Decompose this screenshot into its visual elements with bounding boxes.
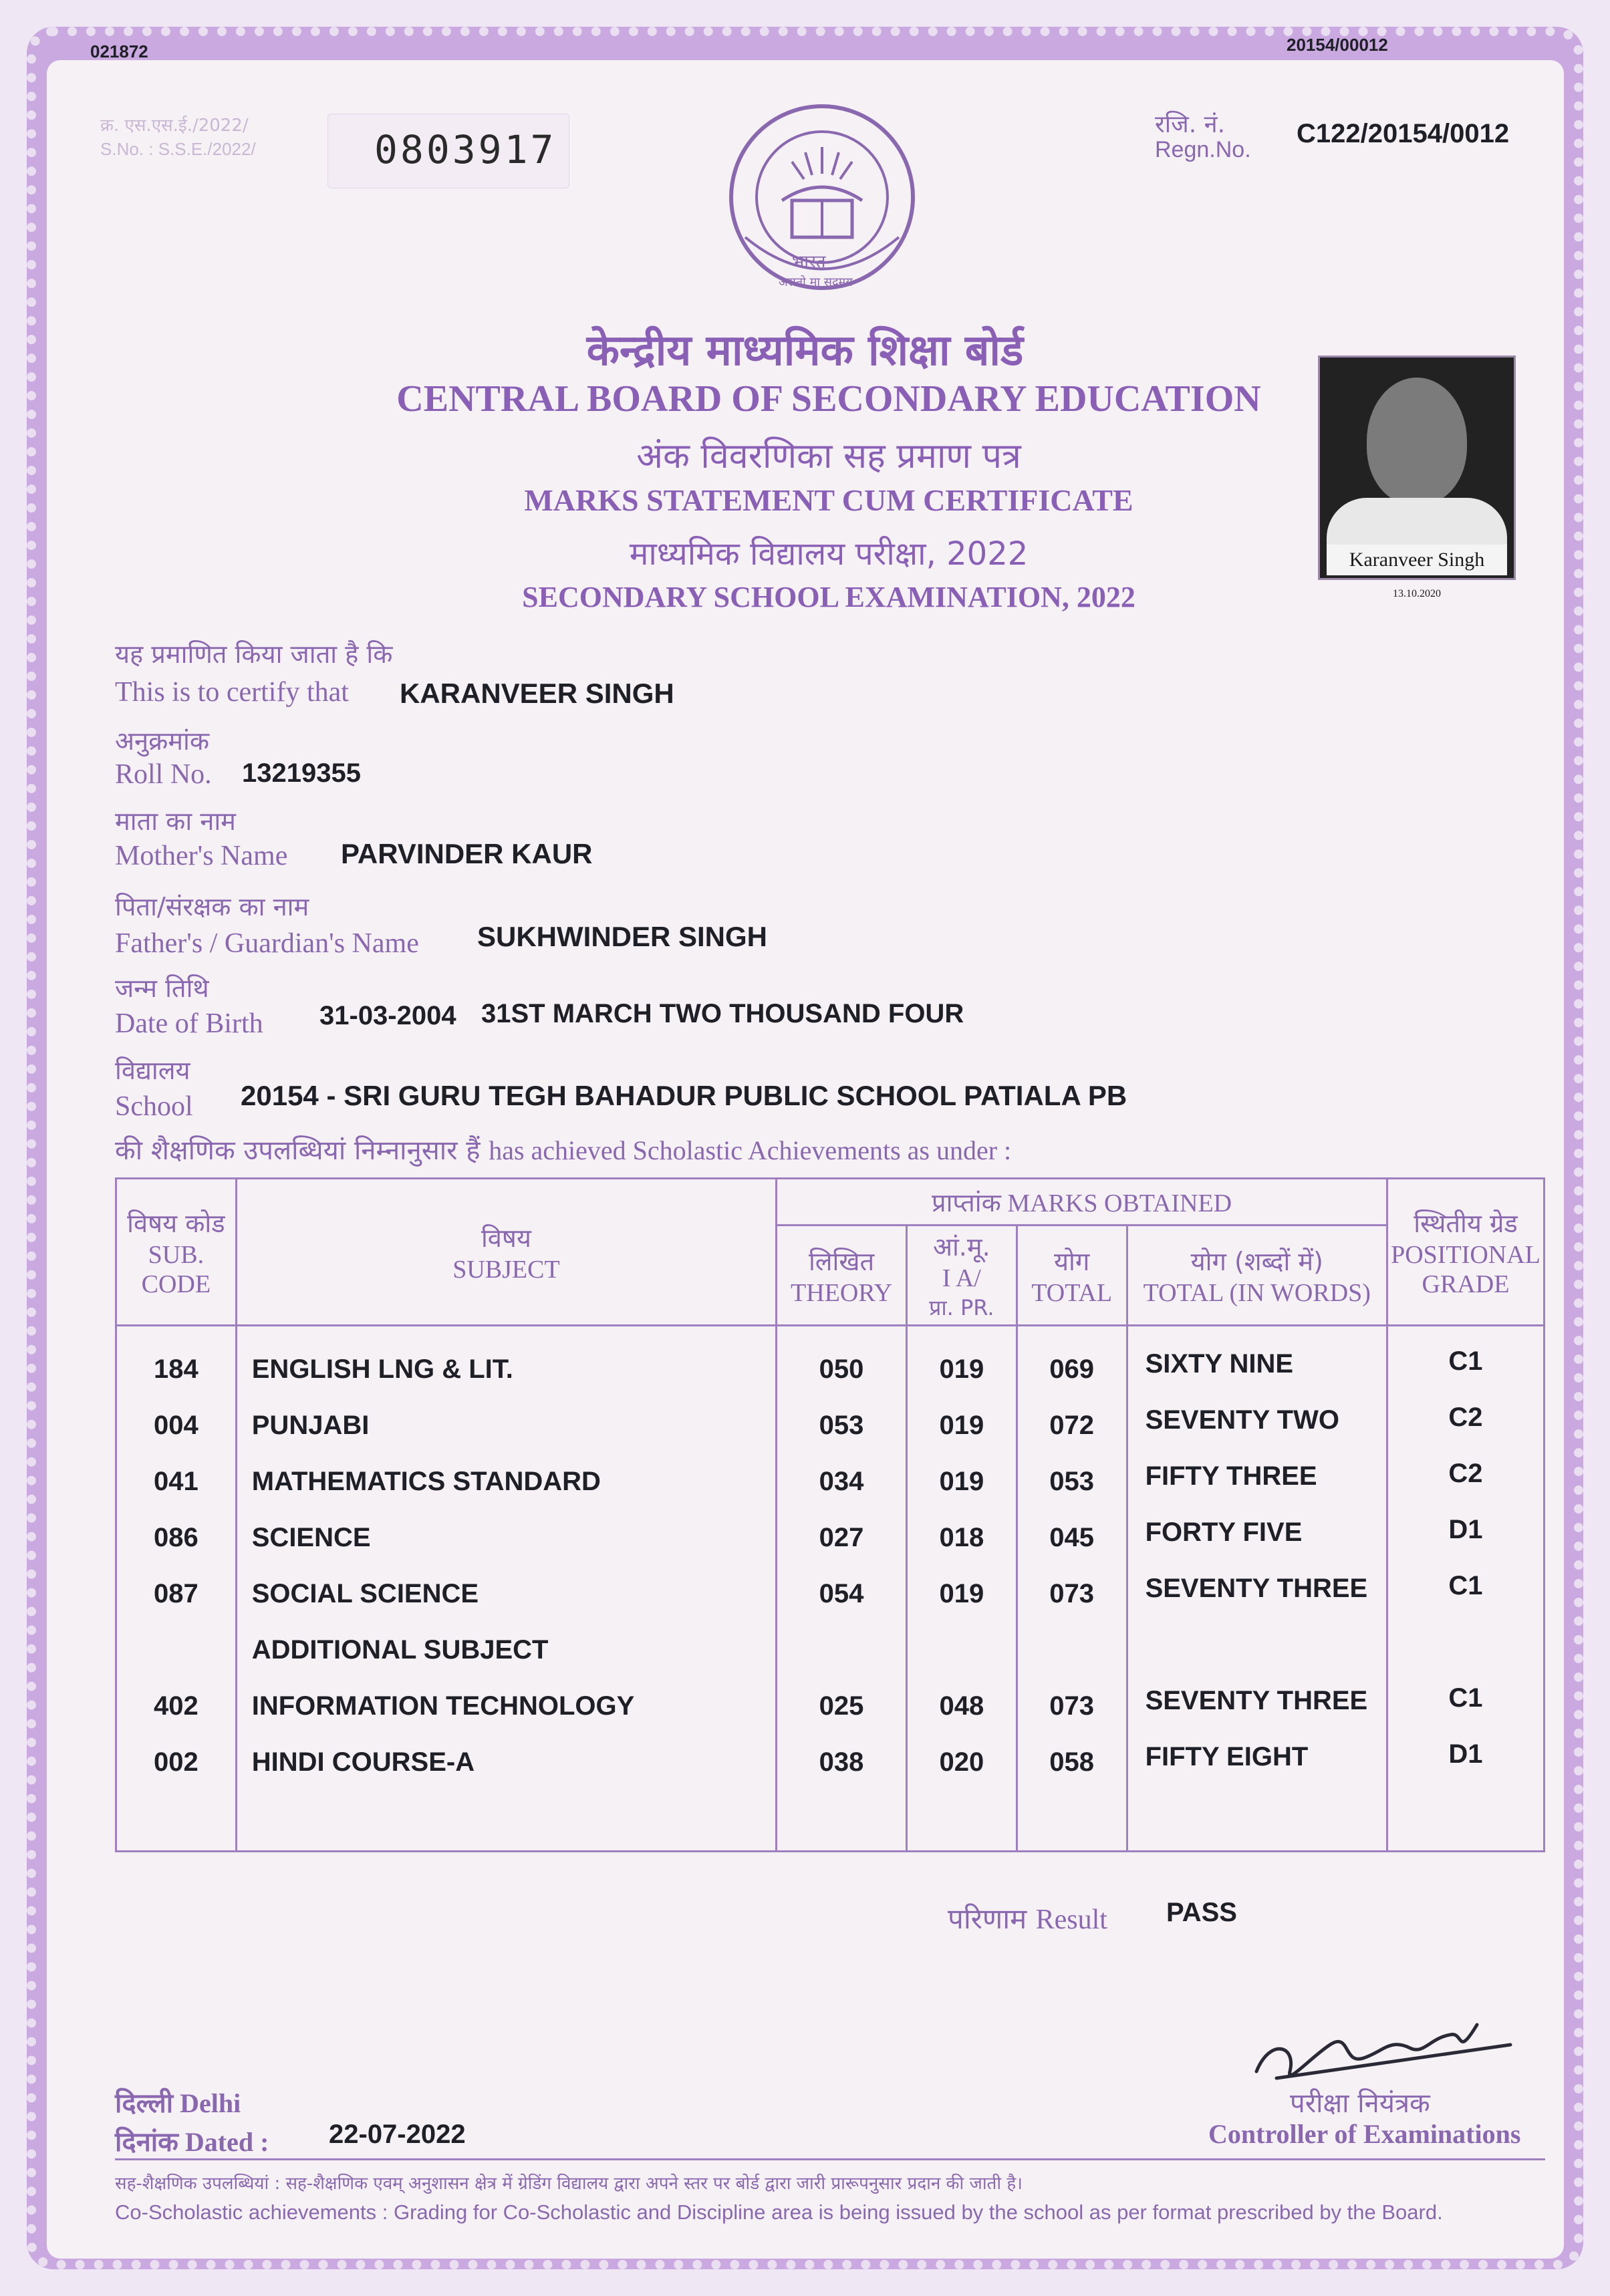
row-code: 402 — [154, 1691, 198, 1721]
row-subject: ENGLISH LNG & LIT. — [251, 1354, 513, 1384]
header-pr: प्रा. PR. — [929, 1295, 994, 1320]
mother-label-hi: माता का नाम — [115, 807, 236, 836]
photo-caption-name: Karanveer Singh — [1349, 549, 1485, 571]
board-title-hi: केन्द्रीय माध्यमिक शिक्षा बोर्ड — [586, 326, 1024, 376]
school-name: 20154 - SRI GURU TEGH BAHADUR PUBLIC SCHOOL PATIALA PB — [241, 1080, 1127, 1111]
row-ia: 019 — [939, 1354, 984, 1384]
header-total-words — [1127, 1226, 1387, 1326]
row-subject: HINDI COURSE-A — [251, 1747, 475, 1777]
footer-divider — [115, 2158, 1545, 2160]
row-subject: SCIENCE — [251, 1523, 371, 1552]
result-value: PASS — [1166, 1898, 1237, 1927]
dated-hi: दिनांक — [115, 2127, 178, 2158]
row-grade: D1 — [1448, 1515, 1483, 1544]
row-subject: MATHEMATICS STANDARD — [251, 1467, 601, 1496]
controller-signature-icon — [1250, 1998, 1517, 2092]
row-subject: SOCIAL SCIENCE — [251, 1579, 479, 1608]
row-words: SEVENTY THREE — [1145, 1686, 1368, 1715]
exam-title-en: SECONDARY SCHOOL EXAMINATION, 2022 — [522, 581, 1135, 613]
dated-line — [115, 2122, 269, 2159]
row-ia: 019 — [939, 1579, 984, 1608]
col-grade — [1387, 1326, 1544, 1852]
achieved-line — [115, 1131, 1011, 1167]
row-grade: C1 — [1448, 1346, 1483, 1376]
row-grade: D1 — [1448, 1739, 1483, 1769]
header-words-hi: योग (शब्दों में) — [1190, 1246, 1323, 1276]
row-total: 053 — [1049, 1467, 1094, 1496]
header-theory-en: THEORY — [791, 1278, 893, 1307]
controller-label-en: Controller of Examinations — [1208, 2119, 1521, 2149]
place-en: Delhi — [180, 2088, 241, 2118]
col-total-words — [1127, 1326, 1387, 1852]
exam-title-hi: माध्यमिक विद्यालय परीक्षा, 2022 — [629, 535, 1029, 573]
row-code: 004 — [154, 1411, 198, 1440]
row-theory: 054 — [819, 1579, 864, 1608]
row-subject: PUNJABI — [251, 1411, 370, 1440]
header-grade-en2: GRADE — [1422, 1270, 1510, 1298]
header-theory — [777, 1226, 907, 1326]
header-total — [1017, 1226, 1127, 1326]
row-theory: 034 — [819, 1467, 864, 1496]
row-code: 002 — [154, 1747, 198, 1777]
header-ia-hi: आं.मू. — [932, 1232, 990, 1262]
achieved-label-hi: की शैक्षणिक उपलब्धियां निम्नानुसार हैं — [115, 1135, 481, 1166]
row-ia: 020 — [939, 1747, 984, 1777]
row-grade: C2 — [1448, 1403, 1483, 1432]
header-sub-code-en1: SUB. — [148, 1240, 205, 1269]
row-theory: 038 — [819, 1747, 864, 1777]
header-total-hi: योग — [1053, 1246, 1090, 1276]
row-theory: 025 — [819, 1691, 864, 1721]
header-total-en: TOTAL — [1031, 1278, 1113, 1307]
row-grade: C1 — [1448, 1683, 1483, 1713]
row-ia-blank — [908, 1622, 1016, 1678]
header-marks-obtained — [777, 1179, 1387, 1226]
header-subject-hi: विषय — [481, 1223, 531, 1253]
co-scholastic-note-en: Co-Scholastic achievements : Grading for Co-Scholastic and Discipline area is being issued by the school as per format prescribed by the Board. — [115, 2200, 1443, 2224]
dob-label-en: Date of Birth — [115, 1008, 263, 1039]
header-ia — [906, 1226, 1017, 1326]
header-subject — [236, 1179, 776, 1326]
row-total: 058 — [1049, 1747, 1094, 1777]
dob-value: 31-03-2004 — [319, 1001, 456, 1030]
header-grade — [1387, 1179, 1544, 1326]
row-subject: INFORMATION TECHNOLOGY — [251, 1691, 635, 1721]
top-serial-left: 021872 — [90, 41, 148, 61]
row-ia: 019 — [939, 1467, 984, 1496]
place-line — [115, 2084, 241, 2120]
col-theory — [777, 1326, 907, 1852]
statement-title-en: MARKS STATEMENT CUM CERTIFICATE — [524, 483, 1133, 517]
col-code — [116, 1326, 237, 1852]
father-label-en: Father's / Guardian's Name — [115, 928, 419, 959]
roll-label-hi: अनुक्रमांक — [115, 726, 210, 756]
header-grade-hi: स्थितीय ग्रेड — [1414, 1208, 1518, 1238]
row-theory: 050 — [819, 1354, 864, 1384]
row-total-blank — [1018, 1622, 1126, 1678]
row-total: 045 — [1049, 1523, 1094, 1552]
col-subject — [236, 1326, 776, 1852]
statement-title-hi: अंक विवरणिका सह प्रमाण पत्र — [636, 436, 1021, 476]
co-scholastic-note-hi: सह-शैक्षणिक उपलब्धियां : सह-शैक्षणिक एवम् अनुशासन क्षेत्र में ग्रेडिंग विद्यालय द्वारा अपने स्तर पर बोर्ड द्वारा जारी प्रारूपनुसार प्रदान की जाती है। — [115, 2174, 1023, 2194]
regn-label-hi: रजि. नं. — [1155, 111, 1226, 138]
school-label-hi: विद्यालय — [115, 1056, 190, 1085]
header-subject-en: SUBJECT — [452, 1255, 560, 1284]
controller-label-hi: परीक्षा नियंत्रक — [1290, 2088, 1430, 2119]
row-total: 069 — [1049, 1354, 1094, 1384]
row-ia: 018 — [939, 1523, 984, 1552]
photo-caption — [1327, 545, 1507, 599]
dob-words: 31ST MARCH TWO THOUSAND FOUR — [481, 999, 964, 1028]
candidate-name: KARANVEER SINGH — [400, 678, 674, 709]
result-label-hi: परिणाम — [948, 1902, 1027, 1935]
father-name: SUKHWINDER SINGH — [477, 921, 768, 952]
row-grade: C1 — [1448, 1571, 1483, 1600]
row-code: 086 — [154, 1523, 198, 1552]
certify-label-en: This is to certify that — [115, 677, 349, 708]
dob-label-hi: जन्म तिथि — [115, 974, 209, 1003]
dated-en: Dated : — [184, 2127, 269, 2157]
header-sub-code-hi: विषय कोड — [127, 1208, 225, 1238]
row-total: 073 — [1049, 1691, 1094, 1721]
row-words: SEVENTY TWO — [1145, 1405, 1339, 1435]
row-words: FIFTY EIGHT — [1145, 1742, 1309, 1771]
top-serial-right: 20154/00012 — [1287, 35, 1388, 55]
row-words: SIXTY NINE — [1145, 1349, 1294, 1379]
row-theory: 053 — [819, 1411, 864, 1440]
row-theory-blank — [777, 1622, 906, 1678]
place-hi: दिल्ली — [115, 2088, 174, 2119]
regn-number: C122/20154/0012 — [1297, 119, 1510, 148]
header-theory-hi: लिखित — [808, 1246, 875, 1276]
row-words: SEVENTY THREE — [1145, 1574, 1368, 1603]
row-ia: 048 — [939, 1691, 984, 1721]
certify-label-hi: यह प्रमाणित किया जाता है कि — [115, 639, 393, 669]
mother-label-en: Mother's Name — [115, 841, 288, 871]
mother-name: PARVINDER KAUR — [341, 838, 593, 869]
photo-caption-date: 13.10.2020 — [1393, 588, 1441, 599]
row-code: 184 — [154, 1354, 198, 1384]
col-total — [1017, 1326, 1127, 1852]
row-theory: 027 — [819, 1523, 864, 1552]
header-marks-en: MARKS OBTAINED — [1007, 1189, 1232, 1217]
achieved-label-en: has achieved Scholastic Achievements as under : — [489, 1135, 1012, 1165]
header-words-en: TOTAL (IN WORDS) — [1143, 1278, 1371, 1307]
header-grade-en1: POSITIONAL — [1391, 1240, 1540, 1269]
serial-label-en: S.No. : S.S.E./2022/ — [100, 139, 256, 159]
serial-label-hi: क्र. एस.एस.ई./2022/ — [100, 116, 249, 136]
header-marks-hi: प्राप्तांक — [931, 1187, 1001, 1217]
emblem-motto: असतो मा सद्गमय — [779, 275, 853, 289]
regn-label-en: Regn.No. — [1155, 137, 1251, 162]
roll-label-en: Roll No. — [115, 759, 212, 790]
board-title-en: CENTRAL BOARD OF SECONDARY EDUCATION — [396, 378, 1261, 420]
photo-face — [1367, 378, 1467, 505]
school-label-en: School — [115, 1091, 193, 1122]
marks-table — [115, 1177, 1545, 1852]
row-code: 041 — [154, 1467, 198, 1496]
row-code: 087 — [154, 1579, 198, 1608]
serial-number: 0803917 — [374, 127, 557, 172]
father-label-hi: पिता/संरक्षक का नाम — [115, 892, 309, 921]
row-words-blank — [1146, 1616, 1386, 1673]
row-grade: C2 — [1448, 1459, 1483, 1488]
row-total: 072 — [1049, 1411, 1094, 1440]
result-label-en: Result — [1035, 1904, 1107, 1935]
additional-subject-label: ADDITIONAL SUBJECT — [251, 1635, 549, 1665]
header-sub-code — [116, 1179, 237, 1326]
emblem-country: भारत — [792, 252, 826, 272]
row-ia: 019 — [939, 1411, 984, 1440]
row-words: FIFTY THREE — [1145, 1461, 1317, 1491]
row-total: 073 — [1049, 1579, 1094, 1608]
col-ia — [906, 1326, 1017, 1852]
result-label — [948, 1899, 1107, 1937]
issue-date: 22-07-2022 — [329, 2120, 466, 2149]
student-photo — [1318, 355, 1516, 599]
header-sub-code-en2: CODE — [141, 1270, 211, 1298]
row-code-blank — [117, 1622, 235, 1678]
row-grade-blank — [1388, 1614, 1543, 1670]
roll-number: 13219355 — [242, 758, 361, 788]
row-words: FORTY FIVE — [1145, 1518, 1303, 1547]
header-ia-en: I A/ — [942, 1264, 981, 1292]
